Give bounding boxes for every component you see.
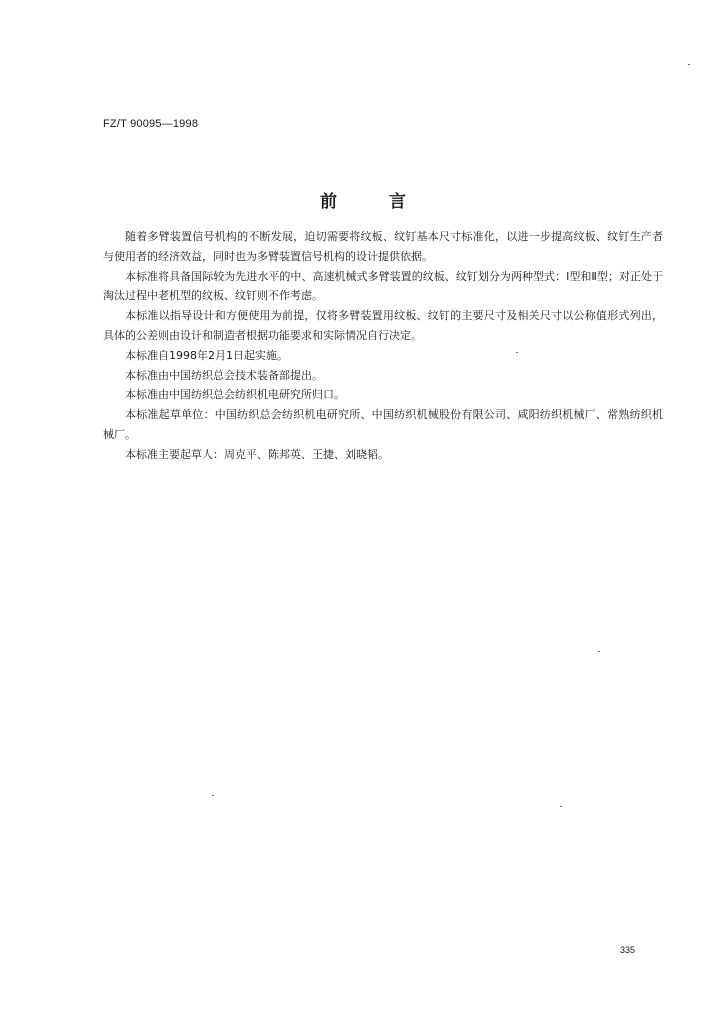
- paragraph-types: 本标准将具备国际较为先进水平的中、高速机械式多臂装置的纹板、纹钉划分为两种型式：Ⅰ型和Ⅱ型；对正处于淘汰过程中老机型的纹板、纹钉则不作考虑。: [103, 269, 663, 303]
- paragraph-administrator: 本标准由中国纺织总会纺织机电研究所归口。: [125, 388, 345, 402]
- paragraph-effective-date: 本标准自1998年2月1日起实施。: [125, 348, 288, 362]
- standard-code: FZ/T 90095—1998: [103, 118, 199, 130]
- title-char-2: 言: [389, 192, 406, 212]
- paragraph-drafting-units: 本标准起草单位：中国纺织总会纺织机电研究所、中国纺织机械股份有限公司、咸阳纺织机械厂、常熟纺织机械厂。: [103, 408, 663, 441]
- page-number: 335: [620, 945, 636, 955]
- scan-speck: [598, 651, 600, 652]
- preface-body: [103, 227, 663, 465]
- paragraph-proposer: 本标准由中国纺织总会技术装备部提出。: [125, 368, 323, 382]
- paragraph-intro: 随着多臂装置信号机构的不断发展，迫切需要将纹板、纹钉基本尺寸标准化，以进一步提高纹板、纹钉生产者与使用者的经济效益，同时也为多臂装置信号机构的设计提供依据。: [103, 230, 663, 263]
- title-char-1: 前: [320, 192, 337, 212]
- scan-speck: [516, 352, 518, 353]
- page-title: [0, 187, 726, 212]
- paragraph-drafters: 本标准主要起草人：周克平、陈邦英、王捷、刘晓韬。: [125, 447, 389, 461]
- scan-speck: [212, 795, 214, 796]
- paragraph-scope: 本标准以指导设计和方便使用为前提，仅将多臂装置用纹板、纹钉的主要尺寸及相关尺寸以公称值形式列出，具体的公差则由设计和制造者根据功能要求和实际情况自行决定。: [103, 309, 663, 342]
- scan-speck: [560, 806, 562, 807]
- scan-speck: [688, 64, 690, 65]
